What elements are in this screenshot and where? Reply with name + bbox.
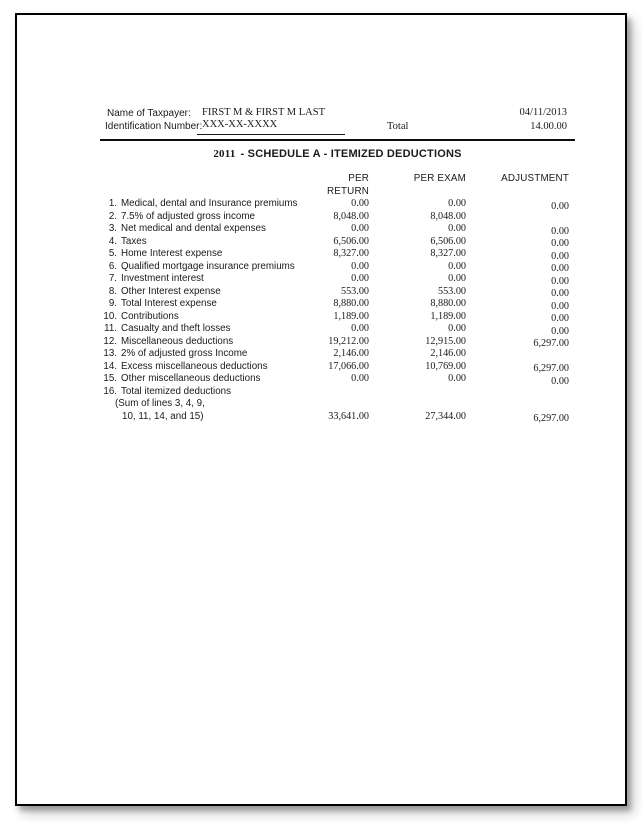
row-label: 7.5% of adjusted gross income [121,210,255,222]
per-exam-value: 8,327.00 [430,248,466,259]
per-return-value: 0.00 [351,198,369,209]
table-header-row [102,173,569,197]
row-number: 11. [104,323,117,334]
table-row [102,348,569,361]
adjustment-value: 6,297.00 [533,363,569,374]
per-exam-value: 0.00 [448,198,466,209]
adjustment-header: ADJUSTMENT [501,173,569,184]
adjustment-value: 0.00 [551,325,569,337]
table-row [102,273,569,286]
row-label: Other miscellaneous deductions [121,373,261,384]
table-row [102,361,569,374]
row-label: 2% of adjusted gross Income [121,348,248,359]
adjustment-total: 6,297.00 [533,413,569,424]
identification-number-value: XXX-XX-XXXX [197,119,345,135]
row-number: 8. [108,285,117,297]
table-row [102,261,569,274]
per-exam-value: 0.00 [448,260,466,272]
per-return-header: PER RETURN [326,173,369,197]
total-label: Total [387,121,409,132]
table-row [102,373,569,386]
per-exam-value: 0.00 [448,273,466,284]
adjustment-value: 0.00 [551,263,569,274]
per-return-value: 17,066.00 [328,360,369,372]
total-value: 14.00.00 [530,121,567,132]
per-exam-value [369,398,466,411]
row-number: 15. [103,373,117,384]
row-label: Other Interest expense [121,285,221,297]
row-label: Excess miscellaneous deductions [121,360,268,372]
per-return-value [307,386,369,399]
header-rule [100,139,575,141]
per-exam-value: 6,506.00 [430,235,466,247]
per-exam-header: PER EXAM [413,173,466,184]
table-row [102,236,569,249]
row-number: 2. [108,210,117,222]
row-label: Net medical and dental expenses [121,223,266,234]
table-row [102,211,569,224]
row-number: 5. [108,248,117,259]
per-return-value: 0.00 [351,323,369,334]
row-label: Total itemized deductions [121,385,232,397]
per-return-value: 8,327.00 [333,248,369,259]
row-number: 1. [108,198,117,209]
row-number: 3. [108,223,117,234]
table-row [102,286,569,299]
adjustment-value [466,388,569,401]
row-label: Medical, dental and Insurance premiums [121,198,298,209]
table-row [102,248,569,261]
per-exam-value: 2,146.00 [430,348,466,359]
row-label: Home Interest expense [121,248,223,259]
per-exam-value: 0.00 [448,373,466,384]
table-row [102,311,569,324]
per-exam-value: 1,189.00 [430,310,466,322]
per-return-total: 33,641.00 [328,410,369,422]
row-label: Taxes [121,235,147,247]
per-exam-value: 0.00 [448,223,466,234]
per-return-value: 8,048.00 [333,210,369,222]
adjustment-value: 0.00 [551,200,569,212]
adjustment-value: 0.00 [551,300,569,312]
table-row [102,386,569,399]
taxpayer-name-value: FIRST M & FIRST M LAST [202,107,326,118]
adjustment-value: 0.00 [551,313,569,324]
row-label: Investment interest [121,273,204,284]
table-row [102,198,569,211]
per-exam-value [369,386,466,399]
per-return-value: 6,506.00 [333,235,369,247]
per-return-value: 0.00 [351,223,369,234]
per-exam-total: 27,344.00 [425,410,466,422]
per-exam-value: 8,880.00 [430,298,466,309]
row-label: Qualified mortgage insurance premiums [121,260,295,272]
table-row [102,223,569,236]
adjustment-value: 0.00 [551,288,569,299]
row-label: Miscellaneous deductions [121,335,234,347]
table-row-total [102,411,569,424]
row-label: Casualty and theft losses [121,323,231,334]
table-row [102,323,569,336]
adjustment-value [466,401,569,414]
taxpayer-name-label: Name of Taxpayer: [107,108,191,119]
row-number: 13. [103,348,117,359]
adjustment-value [466,351,569,364]
per-return-value: 0.00 [351,273,369,284]
report-date: 04/11/2013 [519,107,567,118]
adjustment-value: 0.00 [551,275,569,287]
per-exam-value: 10,769.00 [425,360,466,372]
row-label: Contributions [121,310,179,322]
title-year: 2011 [213,148,236,160]
row-label-continuation: 10, 11, 14, and 15) [122,410,204,422]
per-return-value: 2,146.00 [333,348,369,359]
row-number: 6. [108,260,117,272]
document-page [15,13,627,806]
per-return-value [307,398,369,411]
identification-number-label: Identification Number: [105,121,203,132]
table-row [102,298,569,311]
row-number: 12. [103,335,117,347]
per-exam-value: 8,048.00 [430,210,466,222]
adjustment-value: 0.00 [551,238,569,249]
per-return-value: 0.00 [351,373,369,384]
per-return-value: 1,189.00 [333,310,369,322]
row-number: 16. [103,385,117,397]
deductions-table [102,173,569,423]
adjustment-value: 0.00 [551,250,569,262]
table-row [102,336,569,349]
per-return-value: 19,212.00 [328,335,369,347]
title-text: - SCHEDULE A - ITEMIZED DEDUCTIONS [240,148,462,160]
adjustment-value: 0.00 [551,225,569,237]
row-label-continuation: (Sum of lines 3, 4, 9, [115,398,205,409]
row-label: Total Interest expense [121,298,217,309]
per-exam-value: 553.00 [437,285,466,297]
per-exam-value: 0.00 [448,323,466,334]
table-row-continuation [102,398,569,411]
row-number: 10. [103,310,117,322]
adjustment-value: 0.00 [551,375,569,387]
row-number: 14. [103,360,117,372]
adjustment-value: 6,297.00 [533,338,569,349]
per-exam-value: 12,915.00 [425,335,466,347]
row-number: 9. [108,298,117,309]
per-return-value: 553.00 [340,285,369,297]
adjustment-value [466,213,569,226]
per-return-value: 8,880.00 [333,298,369,309]
page-title [100,148,575,160]
per-return-value: 0.00 [351,260,369,272]
row-number: 7. [108,273,117,284]
row-number: 4. [108,235,117,247]
